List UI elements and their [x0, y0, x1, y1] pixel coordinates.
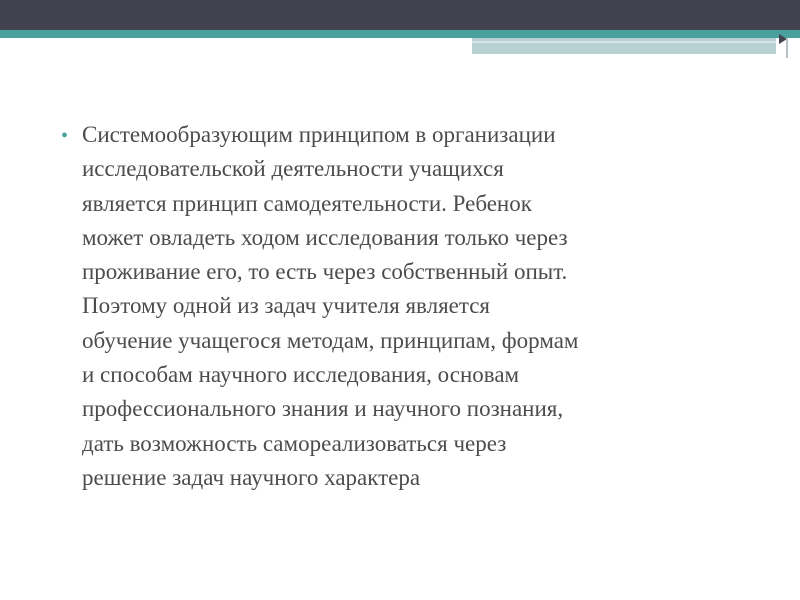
bullet-icon: •: [61, 125, 69, 147]
bullet-text: Системообразующим принципом в организации исследовательской деятельности учащихся является принцип самодеятельности. Ребенок может овладеть ходом исследования только через проживание его, то есть через собственный опыт. Поэтому одной из задач учителя является обучение учащегося методам, принципам, формам и способам научного исследования, основам профессионального знания и научного познания, дать возможность самореализоваться через решение задач научного характера: [82, 122, 579, 490]
bullet-item: [58, 118, 758, 495]
right-divider: [786, 38, 788, 58]
header-bar: [0, 0, 800, 30]
slide-content: [58, 118, 758, 495]
accent-sub-stripe-line: [472, 41, 776, 43]
accent-stripe: [0, 30, 800, 38]
